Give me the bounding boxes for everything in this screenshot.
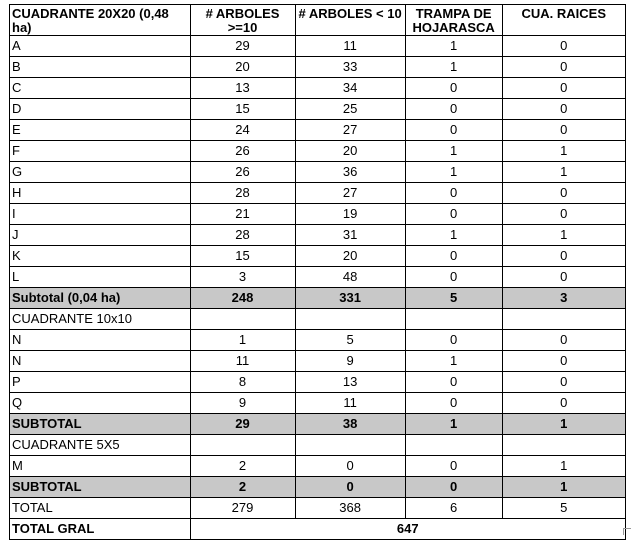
- empty-cell: [502, 309, 625, 330]
- table-cell: 0: [405, 393, 502, 414]
- table-row: [10, 36, 626, 57]
- row-label: P: [10, 372, 191, 393]
- table-cell: 3: [190, 267, 295, 288]
- table-cell: 21: [190, 204, 295, 225]
- table-cell: 0: [405, 372, 502, 393]
- table-cell: 11: [190, 351, 295, 372]
- table-cell: 2: [190, 477, 295, 498]
- row-label: G: [10, 162, 191, 183]
- table-cell: 6: [405, 498, 502, 519]
- table-cell: 0: [405, 456, 502, 477]
- empty-cell: [502, 435, 625, 456]
- table-row: [10, 120, 626, 141]
- table-cell: 24: [190, 120, 295, 141]
- table-cell: 27: [295, 120, 405, 141]
- table-cell: 19: [295, 204, 405, 225]
- table-cell: 25: [295, 99, 405, 120]
- table-row: [10, 330, 626, 351]
- row-label: TOTAL GRAL: [10, 519, 191, 540]
- table-row: [10, 141, 626, 162]
- table-cell: 9: [295, 351, 405, 372]
- table-cell: 15: [190, 246, 295, 267]
- subtotal-row: [10, 288, 626, 309]
- table-cell: 1: [405, 225, 502, 246]
- table-cell: 0: [502, 36, 625, 57]
- table-cell: 1: [405, 351, 502, 372]
- row-label: Subtotal (0,04 ha): [10, 288, 191, 309]
- table-cell: 26: [190, 141, 295, 162]
- header-trees-lt-10: # ARBOLES < 10: [295, 5, 405, 36]
- row-label: F: [10, 141, 191, 162]
- resize-corner: [623, 528, 631, 535]
- table-cell: 0: [405, 330, 502, 351]
- row-label: L: [10, 267, 191, 288]
- table-cell: 34: [295, 78, 405, 99]
- table-cell: 13: [190, 78, 295, 99]
- row-label: C: [10, 78, 191, 99]
- table-row: [10, 78, 626, 99]
- section-row: [10, 309, 626, 330]
- table-row: [10, 162, 626, 183]
- row-label: D: [10, 99, 191, 120]
- header-litter-trap: TRAMPA DE HOJARASCA: [405, 5, 502, 36]
- empty-cell: [295, 309, 405, 330]
- table-cell: 1: [405, 162, 502, 183]
- table-row: [10, 351, 626, 372]
- row-label: H: [10, 183, 191, 204]
- subtotal-row: [10, 414, 626, 435]
- table-cell: 20: [295, 246, 405, 267]
- table-cell: 1: [502, 162, 625, 183]
- table-cell: 28: [190, 225, 295, 246]
- table-cell: 0: [502, 330, 625, 351]
- table-row: [10, 456, 626, 477]
- table-cell: 20: [295, 141, 405, 162]
- row-label: N: [10, 351, 191, 372]
- table-cell: 48: [295, 267, 405, 288]
- table-body: [10, 5, 626, 540]
- table-cell: 11: [295, 36, 405, 57]
- table-cell: 1: [190, 330, 295, 351]
- table-cell: 33: [295, 57, 405, 78]
- table-cell: 1: [405, 57, 502, 78]
- grand-total-row: [10, 519, 626, 540]
- row-label: B: [10, 57, 191, 78]
- table-cell: 1: [405, 36, 502, 57]
- table-cell: 0: [502, 183, 625, 204]
- table-cell: 29: [190, 414, 295, 435]
- row-label: TOTAL: [10, 498, 191, 519]
- table-cell: 0: [405, 204, 502, 225]
- header-trees-ge-10: # ARBOLES >=10: [190, 5, 295, 36]
- section-label: CUADRANTE 5X5: [10, 435, 191, 456]
- row-label: I: [10, 204, 191, 225]
- empty-cell: [190, 435, 295, 456]
- table-cell: 0: [502, 204, 625, 225]
- table-row: [10, 99, 626, 120]
- row-label: SUBTOTAL: [10, 414, 191, 435]
- table-cell: 0: [502, 120, 625, 141]
- header-row: [10, 5, 626, 36]
- grand-total-value: 647: [190, 519, 625, 540]
- table-row: [10, 225, 626, 246]
- table-cell: 0: [502, 372, 625, 393]
- table-row: [10, 393, 626, 414]
- subtotal-row: [10, 477, 626, 498]
- table-cell: 0: [405, 477, 502, 498]
- table-cell: 38: [295, 414, 405, 435]
- table-cell: 8: [190, 372, 295, 393]
- header-quadrant: CUADRANTE 20X20 (0,48 ha): [10, 5, 191, 36]
- section-row: [10, 435, 626, 456]
- table-cell: 368: [295, 498, 405, 519]
- table-cell: 0: [405, 78, 502, 99]
- table-cell: 1: [405, 414, 502, 435]
- table-row: [10, 204, 626, 225]
- row-label: M: [10, 456, 191, 477]
- empty-cell: [405, 435, 502, 456]
- table-cell: 5: [405, 288, 502, 309]
- table-cell: 0: [502, 393, 625, 414]
- table-cell: 0: [405, 183, 502, 204]
- table-cell: 5: [295, 330, 405, 351]
- table-row: [10, 183, 626, 204]
- row-label: SUBTOTAL: [10, 477, 191, 498]
- table-cell: 1: [502, 456, 625, 477]
- table-cell: 1: [502, 225, 625, 246]
- empty-cell: [405, 309, 502, 330]
- table-cell: 0: [405, 246, 502, 267]
- table-cell: 0: [502, 267, 625, 288]
- table-cell: 279: [190, 498, 295, 519]
- table-cell: 0: [295, 456, 405, 477]
- table-cell: 0: [502, 99, 625, 120]
- table-cell: 1: [502, 141, 625, 162]
- table-row: [10, 246, 626, 267]
- table-cell: 1: [502, 414, 625, 435]
- table-cell: 26: [190, 162, 295, 183]
- table-cell: 27: [295, 183, 405, 204]
- table-cell: 28: [190, 183, 295, 204]
- total-row: [10, 498, 626, 519]
- data-table: [9, 4, 626, 540]
- table-cell: 0: [295, 477, 405, 498]
- table-cell: 248: [190, 288, 295, 309]
- table-cell: 0: [502, 57, 625, 78]
- table-cell: 13: [295, 372, 405, 393]
- table-cell: 0: [405, 267, 502, 288]
- section-label: CUADRANTE 10x10: [10, 309, 191, 330]
- empty-cell: [190, 309, 295, 330]
- table-cell: 0: [405, 120, 502, 141]
- table-row: [10, 267, 626, 288]
- table-row: [10, 57, 626, 78]
- table-cell: 1: [405, 141, 502, 162]
- row-label: E: [10, 120, 191, 141]
- table-cell: 331: [295, 288, 405, 309]
- row-label: N: [10, 330, 191, 351]
- table-row: [10, 372, 626, 393]
- table-cell: 31: [295, 225, 405, 246]
- header-root-quadrant: CUA. RAICES: [502, 5, 625, 36]
- row-label: A: [10, 36, 191, 57]
- table-cell: 0: [405, 99, 502, 120]
- table-cell: 5: [502, 498, 625, 519]
- row-label: Q: [10, 393, 191, 414]
- table-cell: 2: [190, 456, 295, 477]
- table-cell: 1: [502, 477, 625, 498]
- empty-cell: [295, 435, 405, 456]
- row-label: K: [10, 246, 191, 267]
- table-cell: 3: [502, 288, 625, 309]
- table-cell: 36: [295, 162, 405, 183]
- table-cell: 9: [190, 393, 295, 414]
- table-cell: 0: [502, 78, 625, 99]
- table-cell: 0: [502, 246, 625, 267]
- table-cell: 0: [502, 351, 625, 372]
- table-cell: 29: [190, 36, 295, 57]
- table-cell: 20: [190, 57, 295, 78]
- table-cell: 15: [190, 99, 295, 120]
- row-label: J: [10, 225, 191, 246]
- table-cell: 11: [295, 393, 405, 414]
